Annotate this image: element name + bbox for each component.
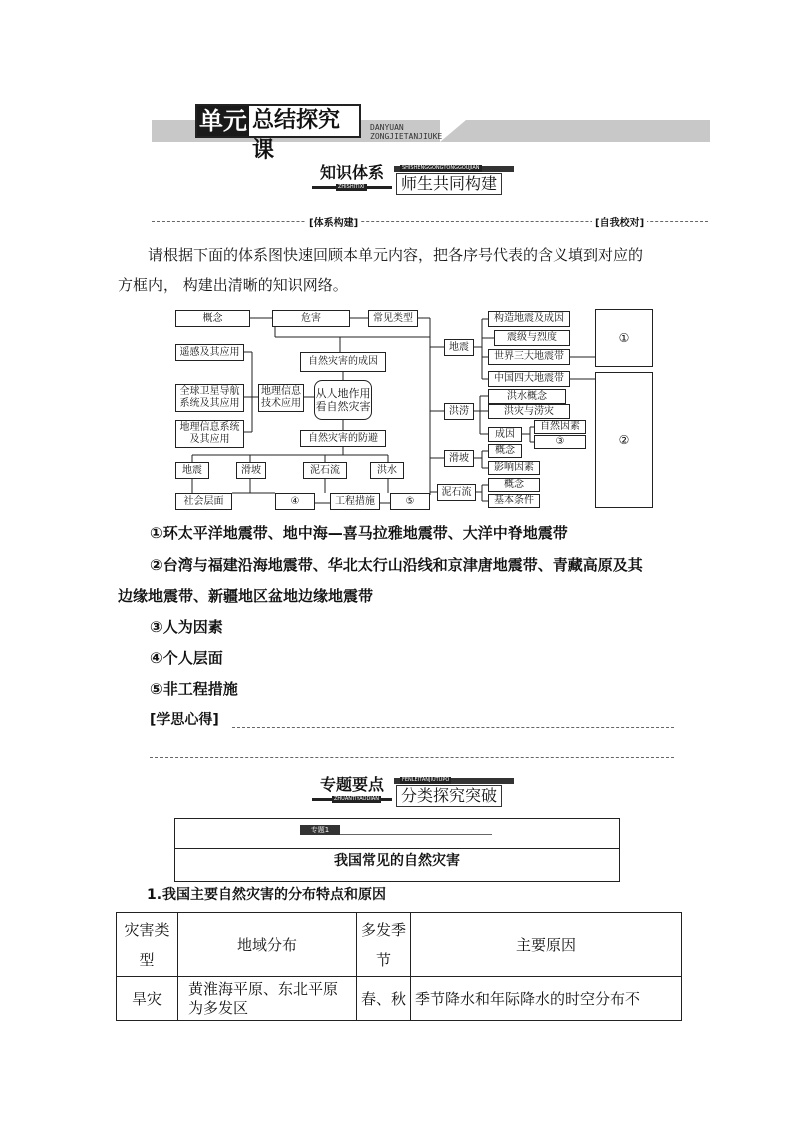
box-gnss: 全球卫星导航系统及其应用	[175, 384, 244, 412]
box-landslide-concept: 概念	[488, 444, 522, 458]
box-tectonic-quake: 构造地震及成因	[488, 311, 570, 327]
box-center-topic: 从人地作用看自然灾害	[314, 380, 372, 420]
tag-system-build: [体系构建]	[306, 214, 361, 229]
box-bottom-debris-flow: 泥石流	[303, 462, 347, 479]
table-row	[117, 977, 682, 1021]
box-bottom-landslide: 滑坡	[236, 462, 266, 479]
box-blank-3: ③	[534, 435, 586, 449]
topic-divider	[175, 848, 619, 849]
box-landslide-factors: 影响因素	[488, 461, 540, 475]
section1-tiny-top: SHISHENGGONGTONGGOUJIAN	[402, 165, 480, 171]
table-header-row	[117, 913, 682, 977]
banner-title: 总结探究课	[252, 108, 341, 163]
td-drought-season: 春、秋	[357, 977, 411, 1021]
box-world-belts: 世界三大地震带	[488, 349, 570, 365]
intro-line-1: 请根据下面的体系图快速回顾本单元内容，把各序号代表的含义填到对应的	[148, 246, 644, 264]
box-flood-waterlog: 洪灾与涝灾	[488, 404, 570, 419]
box-blank-2: ②	[595, 372, 653, 508]
box-remote-sensing: 遥感及其应用	[175, 344, 244, 361]
box-gis: 地理信息系统及其应用	[175, 420, 244, 448]
section2-title: 专题要点	[319, 775, 384, 794]
intro-line-2: 方框内， 构建出清晰的知识网络。	[118, 276, 348, 294]
answer-2-line1: ②台湾与福建沿海地震带、华北太行山沿线和京津唐地震带、青藏高原及其	[150, 556, 643, 574]
td-drought-region: 黄淮海平原、东北平原为多发区	[178, 977, 357, 1021]
answer-4: ④个人层面	[150, 649, 223, 667]
box-bottom-flood: 洪水	[370, 462, 404, 479]
topic-title: 我国常见的自然灾害	[334, 853, 460, 869]
box-common-types: 常见类型	[368, 310, 418, 327]
answer-5: ⑤非工程措施	[150, 680, 238, 698]
box-flood-cause: 成因	[488, 427, 522, 442]
disaster-table	[116, 912, 682, 1021]
box-social-level: 社会层面	[175, 493, 232, 510]
reflection-line-1[interactable]	[232, 727, 674, 728]
box-magnitude-intensity: 震级与烈度	[494, 330, 570, 346]
banner-pinyin-line2: ZONGJIETANJIUKE	[370, 132, 443, 141]
box-bottom-quake: 地震	[175, 462, 209, 479]
reflection-line-2[interactable]	[150, 757, 674, 758]
box-flood-concept: 洪水概念	[488, 389, 566, 404]
th-region: 地域分布	[178, 913, 357, 977]
th-season: 多发季节	[357, 913, 411, 977]
section2-tiny-top: FENLEITANJIUTUPO	[402, 777, 450, 783]
td-drought-cause: 季节降水和年际降水的时空分布不	[411, 977, 682, 1021]
box-right-debris-flow: 泥石流	[437, 484, 476, 501]
answer-3: ③人为因素	[150, 618, 223, 636]
reflection-label: [学思心得]	[150, 712, 219, 728]
box-right-quake: 地震	[444, 339, 474, 356]
topic-tag-rule	[340, 834, 492, 835]
tag-self-check: [自我校对]	[592, 214, 647, 229]
box-concept: 概念	[175, 310, 250, 327]
answer-1: ①环太平洋地震带、地中海—喜马拉雅地震带、大洋中脊地震带	[150, 524, 568, 542]
box-natural-factor: 自然因素	[534, 420, 586, 434]
box-blank-5: ⑤	[390, 493, 430, 510]
banner-unit-label: 单元	[199, 107, 247, 135]
box-blank-4: ④	[275, 493, 315, 510]
box-disaster-prevention: 自然灾害的防避	[300, 430, 386, 447]
section1-subtitle: 师生共同构建	[396, 173, 502, 195]
box-disaster-cause: 自然灾害的成因	[300, 352, 386, 372]
section1-title: 知识体系	[319, 163, 384, 182]
section1-tiny-bottom: ZHISHITIXI	[338, 184, 365, 190]
box-harm: 危害	[272, 310, 350, 327]
box-right-flood: 洪涝	[444, 403, 474, 420]
th-disaster-type: 灾害类型	[117, 913, 178, 977]
box-debris-conditions: 基本条件	[488, 494, 540, 508]
box-right-landslide: 滑坡	[444, 450, 474, 467]
box-blank-1: ①	[595, 309, 653, 367]
box-geo-info-tech: 地理信息技术应用	[258, 384, 304, 412]
box-china-belts: 中国四大地震带	[488, 371, 570, 387]
banner-pinyin-line1: DANYUAN	[370, 123, 404, 132]
answer-2-line2: 边缘地震带、新疆地区盆地边缘地震带	[118, 587, 374, 605]
section2-subtitle: 分类探究突破	[396, 785, 502, 807]
box-debris-concept: 概念	[488, 478, 540, 492]
subheading: 1.我国主要自然灾害的分布特点和原因	[147, 887, 387, 903]
section2-tiny-bottom: ZHUANTIYAODIAN	[334, 796, 379, 802]
topic-tag: 专题1	[300, 825, 340, 835]
box-engineering: 工程措施	[330, 493, 380, 510]
th-cause: 主要原因	[411, 913, 682, 977]
td-drought: 旱灾	[117, 977, 178, 1021]
